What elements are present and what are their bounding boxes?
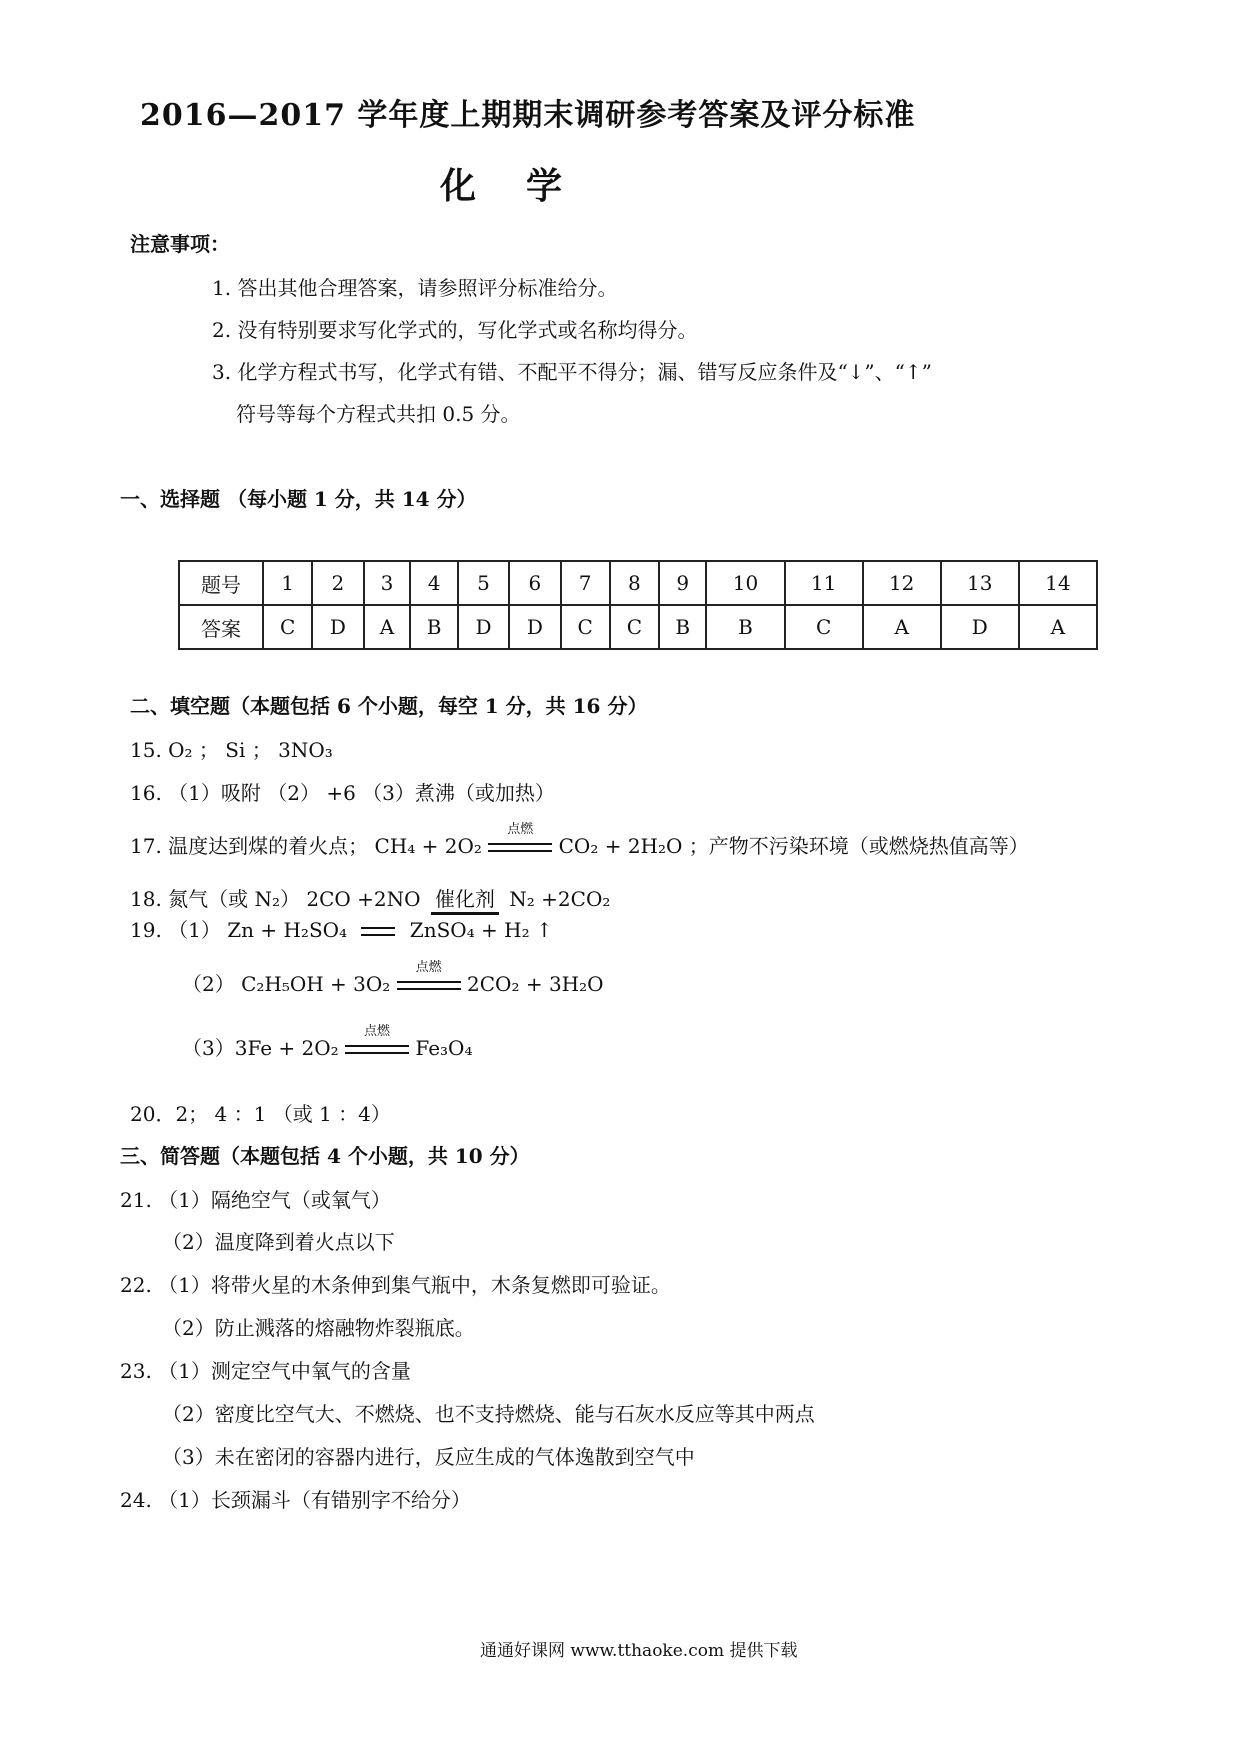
note-item: 2. 没有特别要求写化学式的，写化学式或名称均得分。 xyxy=(212,318,698,342)
row-label: 题号 xyxy=(179,561,263,605)
note-item: 符号等每个方程式共扣 0.5 分。 xyxy=(236,402,521,426)
table-cell: 13 xyxy=(941,561,1019,605)
answer-q19-2 xyxy=(182,960,604,997)
q17-right: CO₂ + 2H₂O ；产物不污染环境（或燃烧热值高等） xyxy=(558,834,1029,858)
q18-right: N₂ +2CO₂ xyxy=(509,887,611,911)
q19-3-right: Fe₃O₄ xyxy=(415,1036,473,1060)
table-cell: 2 xyxy=(312,561,363,605)
table-cell: 14 xyxy=(1019,561,1097,605)
table-cell: D xyxy=(458,605,509,649)
table-cell: 1 xyxy=(263,561,312,605)
table-cell: B xyxy=(410,605,458,649)
table-cell: C xyxy=(610,605,659,649)
note-item: 3. 化学方程式书写，化学式有错、不配平不得分；漏、错写反应条件及“↓”、“↑” xyxy=(212,360,932,384)
table-cell: 12 xyxy=(863,561,941,605)
answer-q15: 15. O₂ ； Si ； 3NO₃ xyxy=(130,738,333,762)
reaction-arrow xyxy=(397,960,461,996)
table-row-answers xyxy=(179,605,1097,649)
answer-line: 23. （1）测定空气中氧气的含量 xyxy=(120,1359,411,1383)
table-cell: 5 xyxy=(458,561,509,605)
section3-heading: 三、简答题（本题包括 4 个小题，共 10 分） xyxy=(120,1144,530,1168)
answer-q17 xyxy=(130,822,1029,859)
table-cell: 9 xyxy=(659,561,707,605)
table-cell: B xyxy=(659,605,707,649)
table-cell: 4 xyxy=(410,561,458,605)
subject-title: 化学 xyxy=(440,165,613,207)
answer-line: （2）防止溅落的熔融物炸裂瓶底。 xyxy=(162,1316,475,1340)
table-cell: B xyxy=(706,605,784,649)
q19-1-left: 19. （1） Zn + H₂SO₄ xyxy=(130,918,348,942)
note-item: 1. 答出其他合理答案，请参照评分标准给分。 xyxy=(212,276,618,300)
reaction-condition: 催化剂 xyxy=(431,883,499,915)
answer-line: （2）温度降到着火点以下 xyxy=(162,1230,395,1254)
reaction-arrow xyxy=(361,918,395,942)
footer-text: 通通好课网 www.tthaoke.com 提供下载 xyxy=(480,1641,798,1661)
table-cell: 6 xyxy=(509,561,560,605)
answer-q18 xyxy=(130,883,610,915)
table-cell: 10 xyxy=(706,561,784,605)
table-cell: C xyxy=(561,605,610,649)
answer-line: 22. （1）将带火星的木条伸到集气瓶中，木条复燃即可验证。 xyxy=(120,1273,671,1297)
answer-line: （3）未在密闭的容器内进行，反应生成的气体逸散到空气中 xyxy=(162,1445,695,1469)
answer-line: 24. （1）长颈漏斗（有错别字不给分） xyxy=(120,1488,471,1512)
answer-q19-1 xyxy=(130,914,553,943)
q19-2-left: （2） C₂H₅OH + 3O₂ xyxy=(182,972,391,996)
reaction-arrow xyxy=(488,822,552,858)
answer-q20: 20．2； 4 ：1 （或 1 ：4） xyxy=(130,1102,391,1126)
table-cell: A xyxy=(863,605,941,649)
table-cell: D xyxy=(312,605,363,649)
table-cell: C xyxy=(785,605,863,649)
answer-table xyxy=(178,560,1098,650)
table-cell: 7 xyxy=(561,561,610,605)
table-cell: C xyxy=(263,605,312,649)
table-cell: 8 xyxy=(610,561,659,605)
row-label: 答案 xyxy=(179,605,263,649)
q18-left: 18. 氮气（或 N₂） 2CO +2NO xyxy=(130,887,421,911)
section2-heading: 二、填空题（本题包括 6 个小题，每空 1 分，共 16 分） xyxy=(130,694,648,718)
reaction-arrow xyxy=(345,1024,409,1060)
table-cell: A xyxy=(1019,605,1097,649)
table-cell: A xyxy=(364,605,411,649)
answer-q16: 16. （1）吸附 （2） +6 （3）煮沸（或加热） xyxy=(130,781,555,805)
section1-heading: 一、选择题 （每小题 1 分，共 14 分） xyxy=(120,487,477,511)
answer-line: （2）密度比空气大、不燃烧、也不支持燃烧、能与石灰水反应等其中两点 xyxy=(162,1402,815,1426)
q17-left: 17. 温度达到煤的着火点； CH₄ + 2O₂ xyxy=(130,834,482,858)
q19-2-right: 2CO₂ + 3H₂O xyxy=(467,972,604,996)
table-row-numbers xyxy=(179,561,1097,605)
table-cell: 11 xyxy=(785,561,863,605)
reaction-condition: 点燃 xyxy=(415,960,442,975)
table-cell: D xyxy=(509,605,560,649)
table-cell: 3 xyxy=(364,561,411,605)
reaction-condition: 点燃 xyxy=(507,822,534,837)
table-cell: D xyxy=(941,605,1019,649)
answer-q19-3 xyxy=(182,1024,473,1061)
notes-heading: 注意事项： xyxy=(130,232,230,256)
q19-1-right: ZnSO₄ + H₂ ↑ xyxy=(409,918,553,942)
document-title: 2016—2017 学年度上期期末调研参考答案及评分标准 xyxy=(140,98,916,133)
answer-line: 21. （1）隔绝空气（或氧气） xyxy=(120,1188,391,1212)
q19-3-left: （3）3Fe + 2O₂ xyxy=(182,1036,339,1060)
reaction-condition: 点燃 xyxy=(364,1024,391,1039)
